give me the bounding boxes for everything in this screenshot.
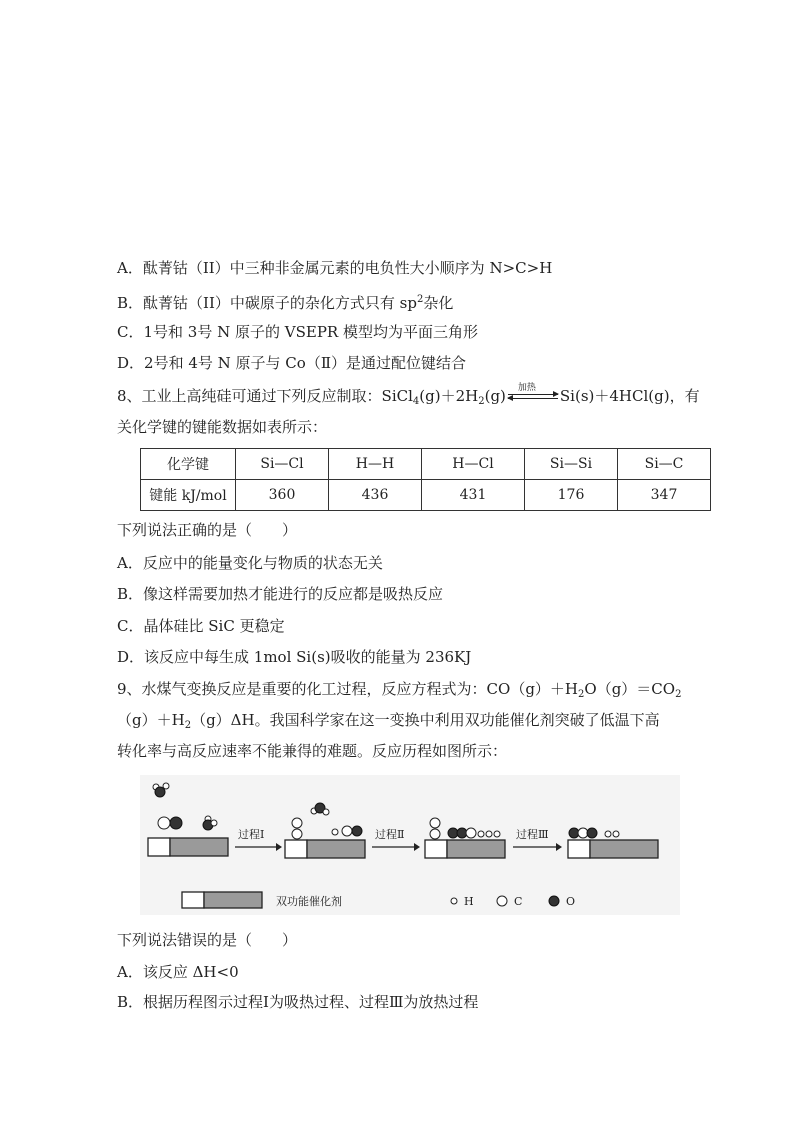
q8-stem-line2: 关化学键的键能数据如表所示：: [117, 418, 328, 436]
q8-stem-line1: 8、工业上高纯硅可通过下列反应制取：$SiCl_4(g)+2H_2(g)$ 加热 Si(s)＋4HCl(g)，有: [117, 383, 700, 407]
catalyst-stage-3: [425, 840, 505, 858]
q8-option-b: B．像这样需要加热才能进行的反应都是吸热反应: [117, 585, 444, 603]
q8-question: 下列说法正确的是（ ）: [117, 521, 298, 539]
table-cell: 键能 kJ/mol: [141, 480, 236, 511]
q8-option-c: C．晶体硅比 SiC 更稳定: [117, 617, 285, 635]
step-2-label: 过程Ⅱ: [375, 828, 405, 841]
legend-h-label: H: [464, 895, 474, 908]
table-cell: 360: [236, 480, 329, 511]
carbon-atom-icon: [497, 896, 507, 906]
table-cell: Si—Cl: [236, 449, 329, 480]
q9-stem-line3: 转化率与高反应速率不能兼得的难题。反应历程如图所示：: [117, 742, 508, 760]
q7-option-b: B．酞菁钴（II）中碳原子的杂化方式只有 $sp^2$杂化: [117, 294, 454, 312]
table-cell: Si—C: [618, 449, 711, 480]
legend-o-label: O: [566, 895, 576, 908]
catalyst-stage-1: [148, 838, 228, 856]
catalyst-stage-2: [285, 840, 365, 858]
table-cell: 436: [329, 480, 422, 511]
q7-option-c: C．1号和 3号 N 原子的 VSEPR 模型均为平面三角形: [117, 323, 478, 341]
q9-question: 下列说法错误的是（ ）: [117, 931, 298, 949]
oxygen-atom-icon: [549, 896, 559, 906]
table-cell: 347: [618, 480, 711, 511]
step-3-label: 过程Ⅲ: [516, 828, 549, 841]
q9-option-a: A．该反应 ΔH<0: [117, 963, 239, 981]
catalyst-legend-label: 双功能催化剂: [276, 895, 342, 908]
hydrogen-atom-icon: [451, 898, 457, 904]
q8-option-d: D．该反应中每生成 1mol Si(s)吸收的能量为 236KJ: [117, 648, 472, 666]
q9-stem-line2: $(g)+H_2(g)\Delta H$。我国科学家在这一变换中利用双功能催化剂突破了低温下高: [117, 711, 660, 731]
step-1-label: 过程Ⅰ: [238, 828, 265, 841]
catalyst-stage-4: [568, 840, 658, 858]
q9-stem-line1: 9、水煤气变换反应是重要的化工过程，反应方程式为：$CO(g)+H_2O(g)=CO_2$: [117, 680, 682, 700]
table-cell: 176: [525, 480, 618, 511]
table-cell: H—Cl: [422, 449, 525, 480]
q7-option-a: A．酞菁钴（II）中三种非金属元素的电负性大小顺序为 N>C>H: [117, 259, 553, 277]
table-cell: 431: [422, 480, 525, 511]
table-row: [141, 480, 711, 511]
bond-energy-table: [140, 448, 711, 511]
q7-option-d: D．2号和 4号 N 原子与 Co（Ⅱ）是通过配位键结合: [117, 354, 467, 372]
equilibrium-arrow-icon: 加热: [508, 387, 558, 403]
q8-option-a: A．反应中的能量变化与物质的状态无关: [117, 554, 383, 572]
q9-option-b: B．根据历程图示过程Ⅰ为吸热过程、过程Ⅲ为放热过程: [117, 993, 479, 1011]
table-cell: 化学键: [141, 449, 236, 480]
table-cell: Si—Si: [525, 449, 618, 480]
catalyst-legend-icon: [182, 892, 204, 908]
legend-c-label: C: [514, 895, 523, 908]
table-cell: H—H: [329, 449, 422, 480]
table-header-row: [141, 449, 711, 480]
reaction-mechanism-figure: [140, 775, 680, 915]
